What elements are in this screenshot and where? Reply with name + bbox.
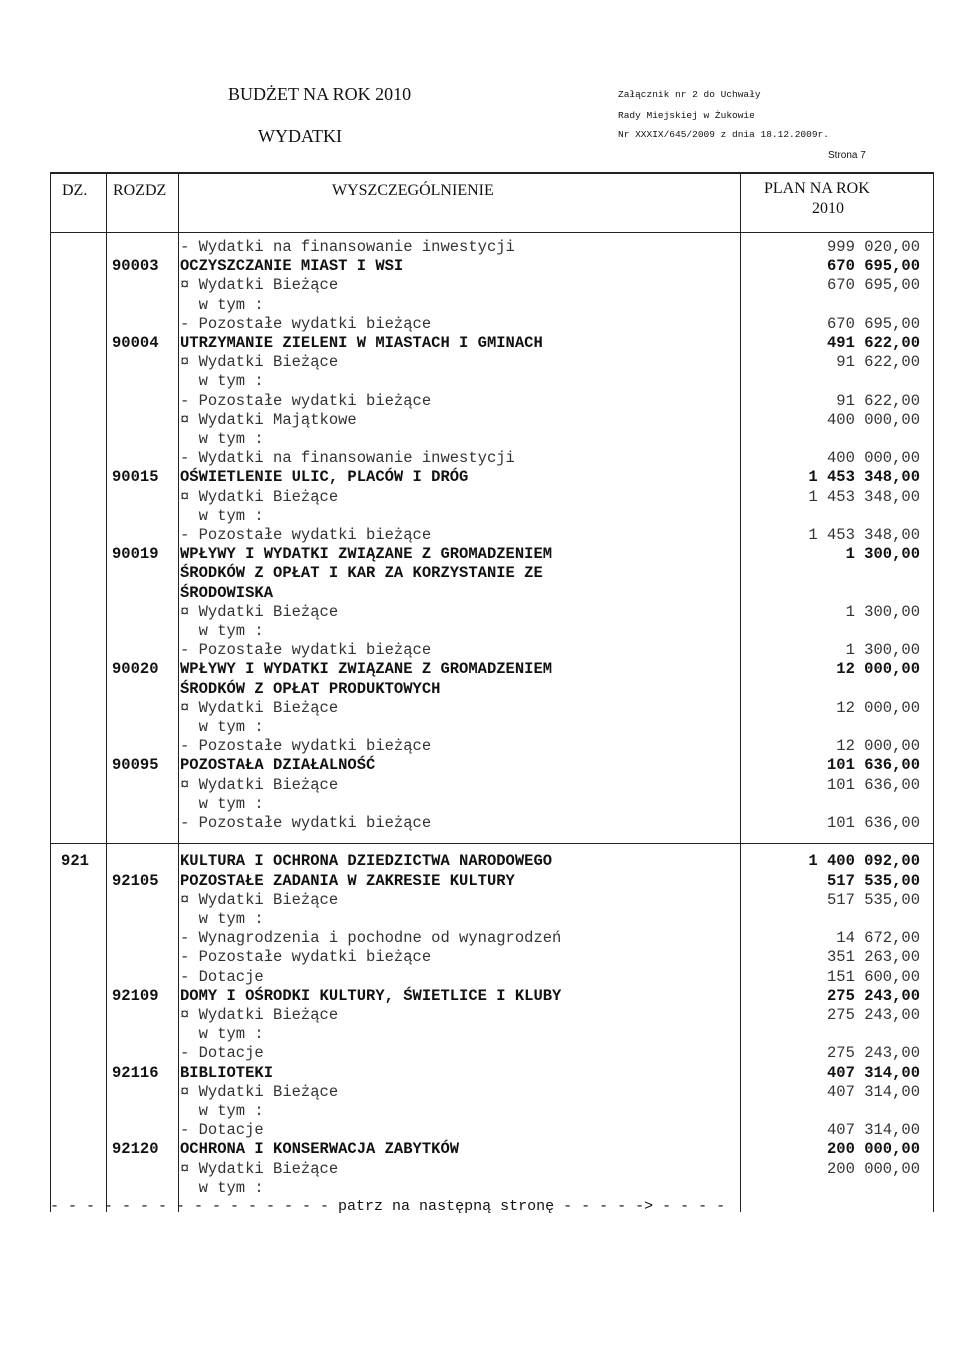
row-description: DOMY I OŚRODKI KULTURY, ŚWIETLICE I KLUBY bbox=[180, 986, 562, 1005]
chapter-code: 92105 bbox=[112, 871, 159, 890]
row-description: w tym : bbox=[180, 718, 264, 736]
row-amount: 517 535,00 bbox=[826, 890, 920, 909]
table-row bbox=[50, 718, 934, 737]
chapter-code: 90015 bbox=[112, 468, 159, 487]
row-amount: 101 636,00 bbox=[826, 756, 920, 775]
row-amount: 14 672,00 bbox=[836, 929, 920, 948]
row-description: - Pozostałe wydatki bieżące bbox=[180, 314, 432, 333]
table-row bbox=[50, 1160, 934, 1179]
row-description: - Pozostałe wydatki bieżące bbox=[180, 948, 432, 967]
table-row bbox=[50, 737, 934, 756]
row-description: w tym : bbox=[180, 372, 264, 391]
row-description: ŚRODKÓW Z OPŁAT I KAR ZA KORZYSTANIE ZE bbox=[180, 564, 543, 583]
column-header-rozdz: ROZDZ bbox=[113, 182, 167, 199]
row-amount: 275 243,00 bbox=[826, 1006, 920, 1024]
table-row bbox=[50, 680, 934, 699]
row-description: ¤ Wydatki Bieżące bbox=[180, 1082, 339, 1101]
row-description: ŚRODOWISKA bbox=[180, 583, 274, 602]
header-divider bbox=[50, 232, 934, 233]
row-amount: 200 000,00 bbox=[826, 1140, 920, 1159]
table-row bbox=[50, 468, 934, 487]
page-subtitle: WYDATKI bbox=[258, 126, 342, 146]
row-description: w tym : bbox=[180, 1025, 264, 1044]
table-row bbox=[50, 929, 934, 948]
row-description: - Wydatki na finansowanie inwestycji bbox=[180, 238, 515, 256]
row-description: w tym : bbox=[180, 1178, 264, 1197]
page-number: Strona 7 bbox=[828, 150, 866, 161]
row-amount: 91 622,00 bbox=[836, 391, 920, 410]
table-row bbox=[50, 430, 934, 449]
row-amount: 91 622,00 bbox=[836, 353, 920, 372]
column-header-plan-year: 2010 bbox=[812, 200, 844, 217]
table-row bbox=[50, 987, 934, 1006]
row-description: - Wydatki na finansowanie inwestycji bbox=[180, 449, 515, 468]
table-row bbox=[50, 948, 934, 967]
row-amount: 670 695,00 bbox=[826, 257, 920, 276]
row-description: ¤ Wydatki Majątkowe bbox=[180, 410, 357, 429]
row-amount: 151 600,00 bbox=[826, 967, 920, 986]
row-description: ŚRODKÓW Z OPŁAT PRODUKTOWYCH bbox=[180, 679, 441, 698]
table-row bbox=[50, 238, 934, 257]
row-amount: 12 000,00 bbox=[836, 737, 920, 756]
row-amount: 517 535,00 bbox=[826, 871, 920, 890]
row-amount: 400 000,00 bbox=[826, 449, 920, 468]
row-description: OCZYSZCZANIE MIAST I WSI bbox=[180, 257, 404, 276]
row-description: w tym : bbox=[180, 910, 264, 928]
row-amount: 1 300,00 bbox=[845, 602, 920, 621]
attachment-line: Rady Miejskiej w Żukowie bbox=[618, 110, 755, 121]
column-header-description: WYSZCZEGÓLNIENIE bbox=[332, 182, 494, 199]
row-description: ¤ Wydatki Bieżące bbox=[180, 353, 339, 372]
row-description: BIBLIOTEKI bbox=[180, 1063, 274, 1082]
table-row bbox=[50, 660, 934, 679]
table-row bbox=[50, 1140, 934, 1159]
row-description: ¤ Wydatki Bieżące bbox=[180, 1006, 339, 1024]
table-row bbox=[50, 1102, 934, 1121]
row-amount: 275 243,00 bbox=[826, 1044, 920, 1063]
row-amount: 200 000,00 bbox=[826, 1159, 920, 1178]
chapter-code: 90003 bbox=[112, 257, 159, 276]
table-row bbox=[50, 910, 934, 929]
table-row bbox=[50, 1179, 934, 1198]
row-amount: 999 020,00 bbox=[826, 238, 920, 256]
table-row bbox=[50, 353, 934, 372]
chapter-code: 90004 bbox=[112, 334, 159, 352]
row-amount: 670 695,00 bbox=[826, 276, 920, 295]
row-description: w tym : bbox=[180, 1102, 264, 1120]
chapter-code: 90019 bbox=[112, 545, 159, 564]
row-amount: 12 000,00 bbox=[836, 660, 920, 679]
table-row bbox=[50, 776, 934, 795]
row-description: POZOSTAŁE ZADANIA W ZAKRESIE KULTURY bbox=[180, 871, 515, 890]
row-amount: 407 314,00 bbox=[826, 1121, 920, 1140]
row-amount: 101 636,00 bbox=[826, 775, 920, 794]
row-amount: 101 636,00 bbox=[826, 814, 920, 832]
chapter-code: 92116 bbox=[112, 1063, 159, 1082]
row-description: ¤ Wydatki Bieżące bbox=[180, 487, 339, 506]
table-row bbox=[50, 296, 934, 315]
division-code: 921 bbox=[61, 852, 89, 871]
row-description: ¤ Wydatki Bieżące bbox=[180, 698, 339, 717]
chapter-code: 92120 bbox=[112, 1140, 159, 1159]
table-row bbox=[50, 833, 934, 852]
column-header-plan: PLAN NA ROK bbox=[764, 180, 870, 197]
chapter-code: 90095 bbox=[112, 756, 159, 775]
table-row bbox=[50, 507, 934, 526]
table-row bbox=[50, 1083, 934, 1102]
table-row bbox=[50, 488, 934, 507]
table-row bbox=[50, 1121, 934, 1140]
row-description: ¤ Wydatki Bieżące bbox=[180, 890, 339, 909]
table-row bbox=[50, 795, 934, 814]
table-row bbox=[50, 622, 934, 641]
row-description: WPŁYWY I WYDATKI ZWIĄZANE Z GROMADZENIEM bbox=[180, 545, 553, 564]
row-amount: 1 300,00 bbox=[845, 641, 920, 660]
row-description: - Dotacje bbox=[180, 967, 264, 986]
table-row bbox=[50, 603, 934, 622]
row-description: UTRZYMANIE ZIELENI W MIASTACH I GMINACH bbox=[180, 334, 543, 352]
page-title: BUDŻET NA ROK 2010 bbox=[228, 84, 412, 104]
table-row bbox=[50, 584, 934, 603]
row-description: - Dotacje bbox=[180, 1044, 264, 1063]
row-description: ¤ Wydatki Bieżące bbox=[180, 1159, 339, 1178]
row-description: POZOSTAŁA DZIAŁALNOŚĆ bbox=[180, 756, 376, 775]
row-description: w tym : bbox=[180, 506, 264, 525]
table-row bbox=[50, 1025, 934, 1044]
table-row bbox=[50, 641, 934, 660]
row-description: ¤ Wydatki Bieżące bbox=[180, 602, 339, 621]
table-row bbox=[50, 545, 934, 564]
table-row bbox=[50, 564, 934, 583]
column-header-dz: DZ. bbox=[62, 182, 88, 199]
table-row bbox=[50, 1064, 934, 1083]
table-row bbox=[50, 372, 934, 391]
table-row bbox=[50, 814, 934, 833]
row-amount: 670 695,00 bbox=[826, 314, 920, 333]
row-description: - Pozostałe wydatki bieżące bbox=[180, 526, 432, 544]
row-description: - Wynagrodzenia i pochodne od wynagrodzeń bbox=[180, 929, 562, 948]
attachment-line: Załącznik nr 2 do Uchwały bbox=[618, 89, 761, 100]
table-row bbox=[50, 392, 934, 411]
row-description: w tym : bbox=[180, 794, 264, 813]
row-description: ¤ Wydatki Bieżące bbox=[180, 276, 339, 295]
budget-table bbox=[50, 172, 934, 1212]
table-row bbox=[50, 1044, 934, 1063]
row-amount: 1 400 092,00 bbox=[808, 852, 920, 871]
continued-notice: - - - - - - - - - - - - - - - - patrz na następną stronę - - - - -> - - - - bbox=[50, 1198, 726, 1215]
table-row bbox=[50, 756, 934, 775]
row-description: - Pozostałe wydatki bieżące bbox=[180, 737, 432, 756]
table-row bbox=[50, 257, 934, 276]
row-description: w tym : bbox=[180, 622, 264, 640]
row-description: w tym : bbox=[180, 295, 264, 314]
row-amount: 1 453 348,00 bbox=[808, 526, 920, 544]
table-row bbox=[50, 411, 934, 430]
row-description: WPŁYWY I WYDATKI ZWIĄZANE Z GROMADZENIEM bbox=[180, 660, 553, 679]
row-amount: 1 300,00 bbox=[845, 545, 920, 564]
row-amount: 275 243,00 bbox=[826, 986, 920, 1005]
row-description: ¤ Wydatki Bieżące bbox=[180, 775, 339, 794]
row-amount: 400 000,00 bbox=[826, 410, 920, 429]
row-description: OCHRONA I KONSERWACJA ZABYTKÓW bbox=[180, 1140, 460, 1159]
table-row bbox=[50, 276, 934, 295]
row-amount: 407 314,00 bbox=[826, 1063, 920, 1082]
attachment-line: Nr XXXIX/645/2009 z dnia 18.12.2009r. bbox=[618, 129, 829, 140]
chapter-code: 92109 bbox=[112, 986, 159, 1005]
table-row bbox=[50, 852, 934, 871]
row-description: OŚWIETLENIE ULIC, PLACÓW I DRÓG bbox=[180, 468, 469, 487]
row-amount: 1 453 348,00 bbox=[808, 487, 920, 506]
table-border-top bbox=[50, 172, 934, 174]
row-amount: 407 314,00 bbox=[826, 1082, 920, 1101]
row-amount: 1 453 348,00 bbox=[808, 468, 920, 487]
row-description: - Pozostałe wydatki bieżące bbox=[180, 641, 432, 660]
row-description: - Pozostałe wydatki bieżące bbox=[180, 391, 432, 410]
chapter-code: 90020 bbox=[112, 660, 159, 679]
row-amount: 12 000,00 bbox=[836, 698, 920, 717]
table-row bbox=[50, 449, 934, 468]
table-row bbox=[50, 1006, 934, 1025]
row-description: KULTURA I OCHRONA DZIEDZICTWA NARODOWEGO bbox=[180, 852, 553, 871]
row-description: - Dotacje bbox=[180, 1121, 264, 1140]
table-row bbox=[50, 872, 934, 891]
row-amount: 491 622,00 bbox=[826, 334, 920, 352]
table-row bbox=[50, 699, 934, 718]
row-description: - Pozostałe wydatki bieżące bbox=[180, 814, 432, 832]
table-row bbox=[50, 526, 934, 545]
table-row bbox=[50, 891, 934, 910]
row-description: w tym : bbox=[180, 430, 264, 448]
row-amount: 351 263,00 bbox=[826, 948, 920, 967]
table-row bbox=[50, 315, 934, 334]
table-row bbox=[50, 334, 934, 353]
table-row bbox=[50, 968, 934, 987]
